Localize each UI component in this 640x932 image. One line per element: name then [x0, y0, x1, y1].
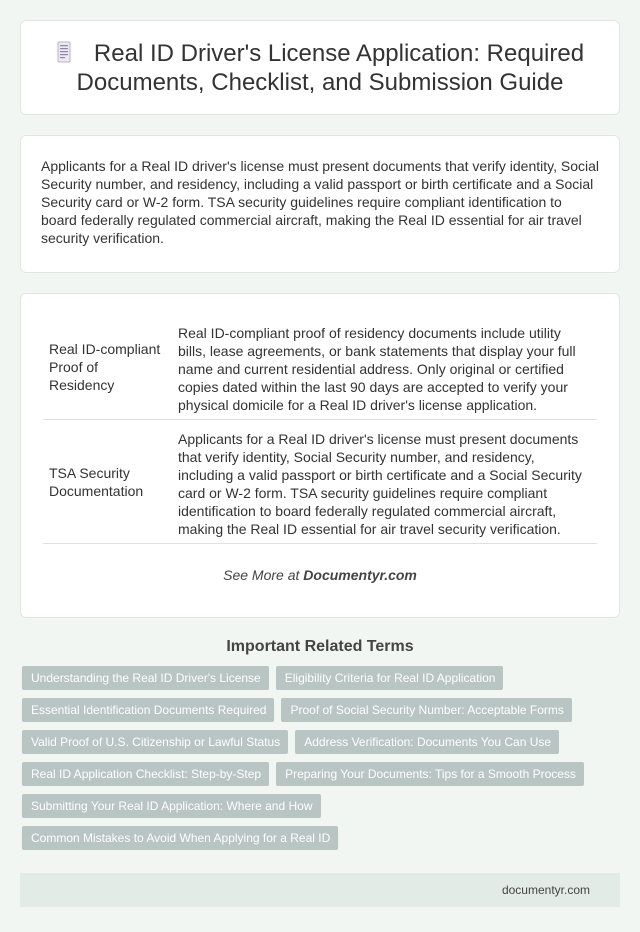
footer-site-link[interactable]: documentyr.com	[501, 883, 590, 897]
related-term-tag[interactable]: Preparing Your Documents: Tips for a Smooth Process	[276, 762, 584, 786]
related-term-tag[interactable]: Essential Identification Documents Required	[22, 698, 274, 722]
related-terms-title: Important Related Terms	[226, 638, 414, 655]
definition-cell: Real ID-compliant proof of residency documents include utility bills, lease agreements, or bank statements that display your full name and current residential address. Only original or certified copies dated within the last 90 days are accepted to verify your physical domicile for a Real ID driver's license application.	[170, 314, 597, 420]
terms-table	[43, 314, 597, 544]
definition-cell: Applicants for a Real ID driver's license must present documents that verify identity, Social Security number, and residency, including a valid passport or birth certificate and a Social Security card or W-2 form. TSA security guidelines require compliant identification to board federally regulated commercial aircraft, making the Real ID essential for air travel security verification.	[170, 420, 597, 544]
see-more-site[interactable]: Documentyr.com	[303, 567, 417, 583]
table-row	[43, 314, 597, 420]
related-term-tag[interactable]: Submitting Your Real ID Application: Where and How	[22, 794, 321, 818]
header-card	[20, 20, 620, 115]
page-title	[51, 39, 589, 97]
terms-table-card	[20, 293, 620, 618]
related-term-tag[interactable]: Real ID Application Checklist: Step-by-Step	[22, 762, 269, 786]
related-term-tag[interactable]: Proof of Social Security Number: Acceptable Forms	[281, 698, 571, 722]
see-more-prefix: See More at	[223, 567, 304, 583]
page-title-text: Real ID Driver's License Application: Required Documents, Checklist, and Submission Guide	[76, 39, 585, 96]
table-row	[43, 420, 597, 544]
related-term-tag[interactable]: Common Mistakes to Avoid When Applying for a Real ID	[22, 826, 338, 850]
document-icon	[56, 41, 72, 63]
term-cell: Real ID-compliant Proof of Residency	[43, 314, 170, 420]
footer	[20, 873, 620, 907]
related-term-tag[interactable]: Eligibility Criteria for Real ID Application	[276, 666, 504, 690]
see-more-link[interactable]	[43, 567, 597, 583]
related-terms-list	[22, 666, 620, 850]
related-term-tag[interactable]: Valid Proof of U.S. Citizenship or Lawful Status	[22, 730, 288, 754]
intro-text: Applicants for a Real ID driver's license must present documents that verify identity, Social Security number, and residency, including a valid passport or birth certificate and a Social Security card or W-2 form. TSA security guidelines require compliant identification to board federally regulated commercial aircraft, making the Real ID essential for air travel security verification.	[41, 158, 599, 246]
related-term-tag[interactable]: Address Verification: Documents You Can Use	[295, 730, 559, 754]
intro-card	[20, 135, 620, 273]
term-cell: TSA Security Documentation	[43, 420, 170, 544]
related-term-tag[interactable]: Understanding the Real ID Driver's License	[22, 666, 269, 690]
